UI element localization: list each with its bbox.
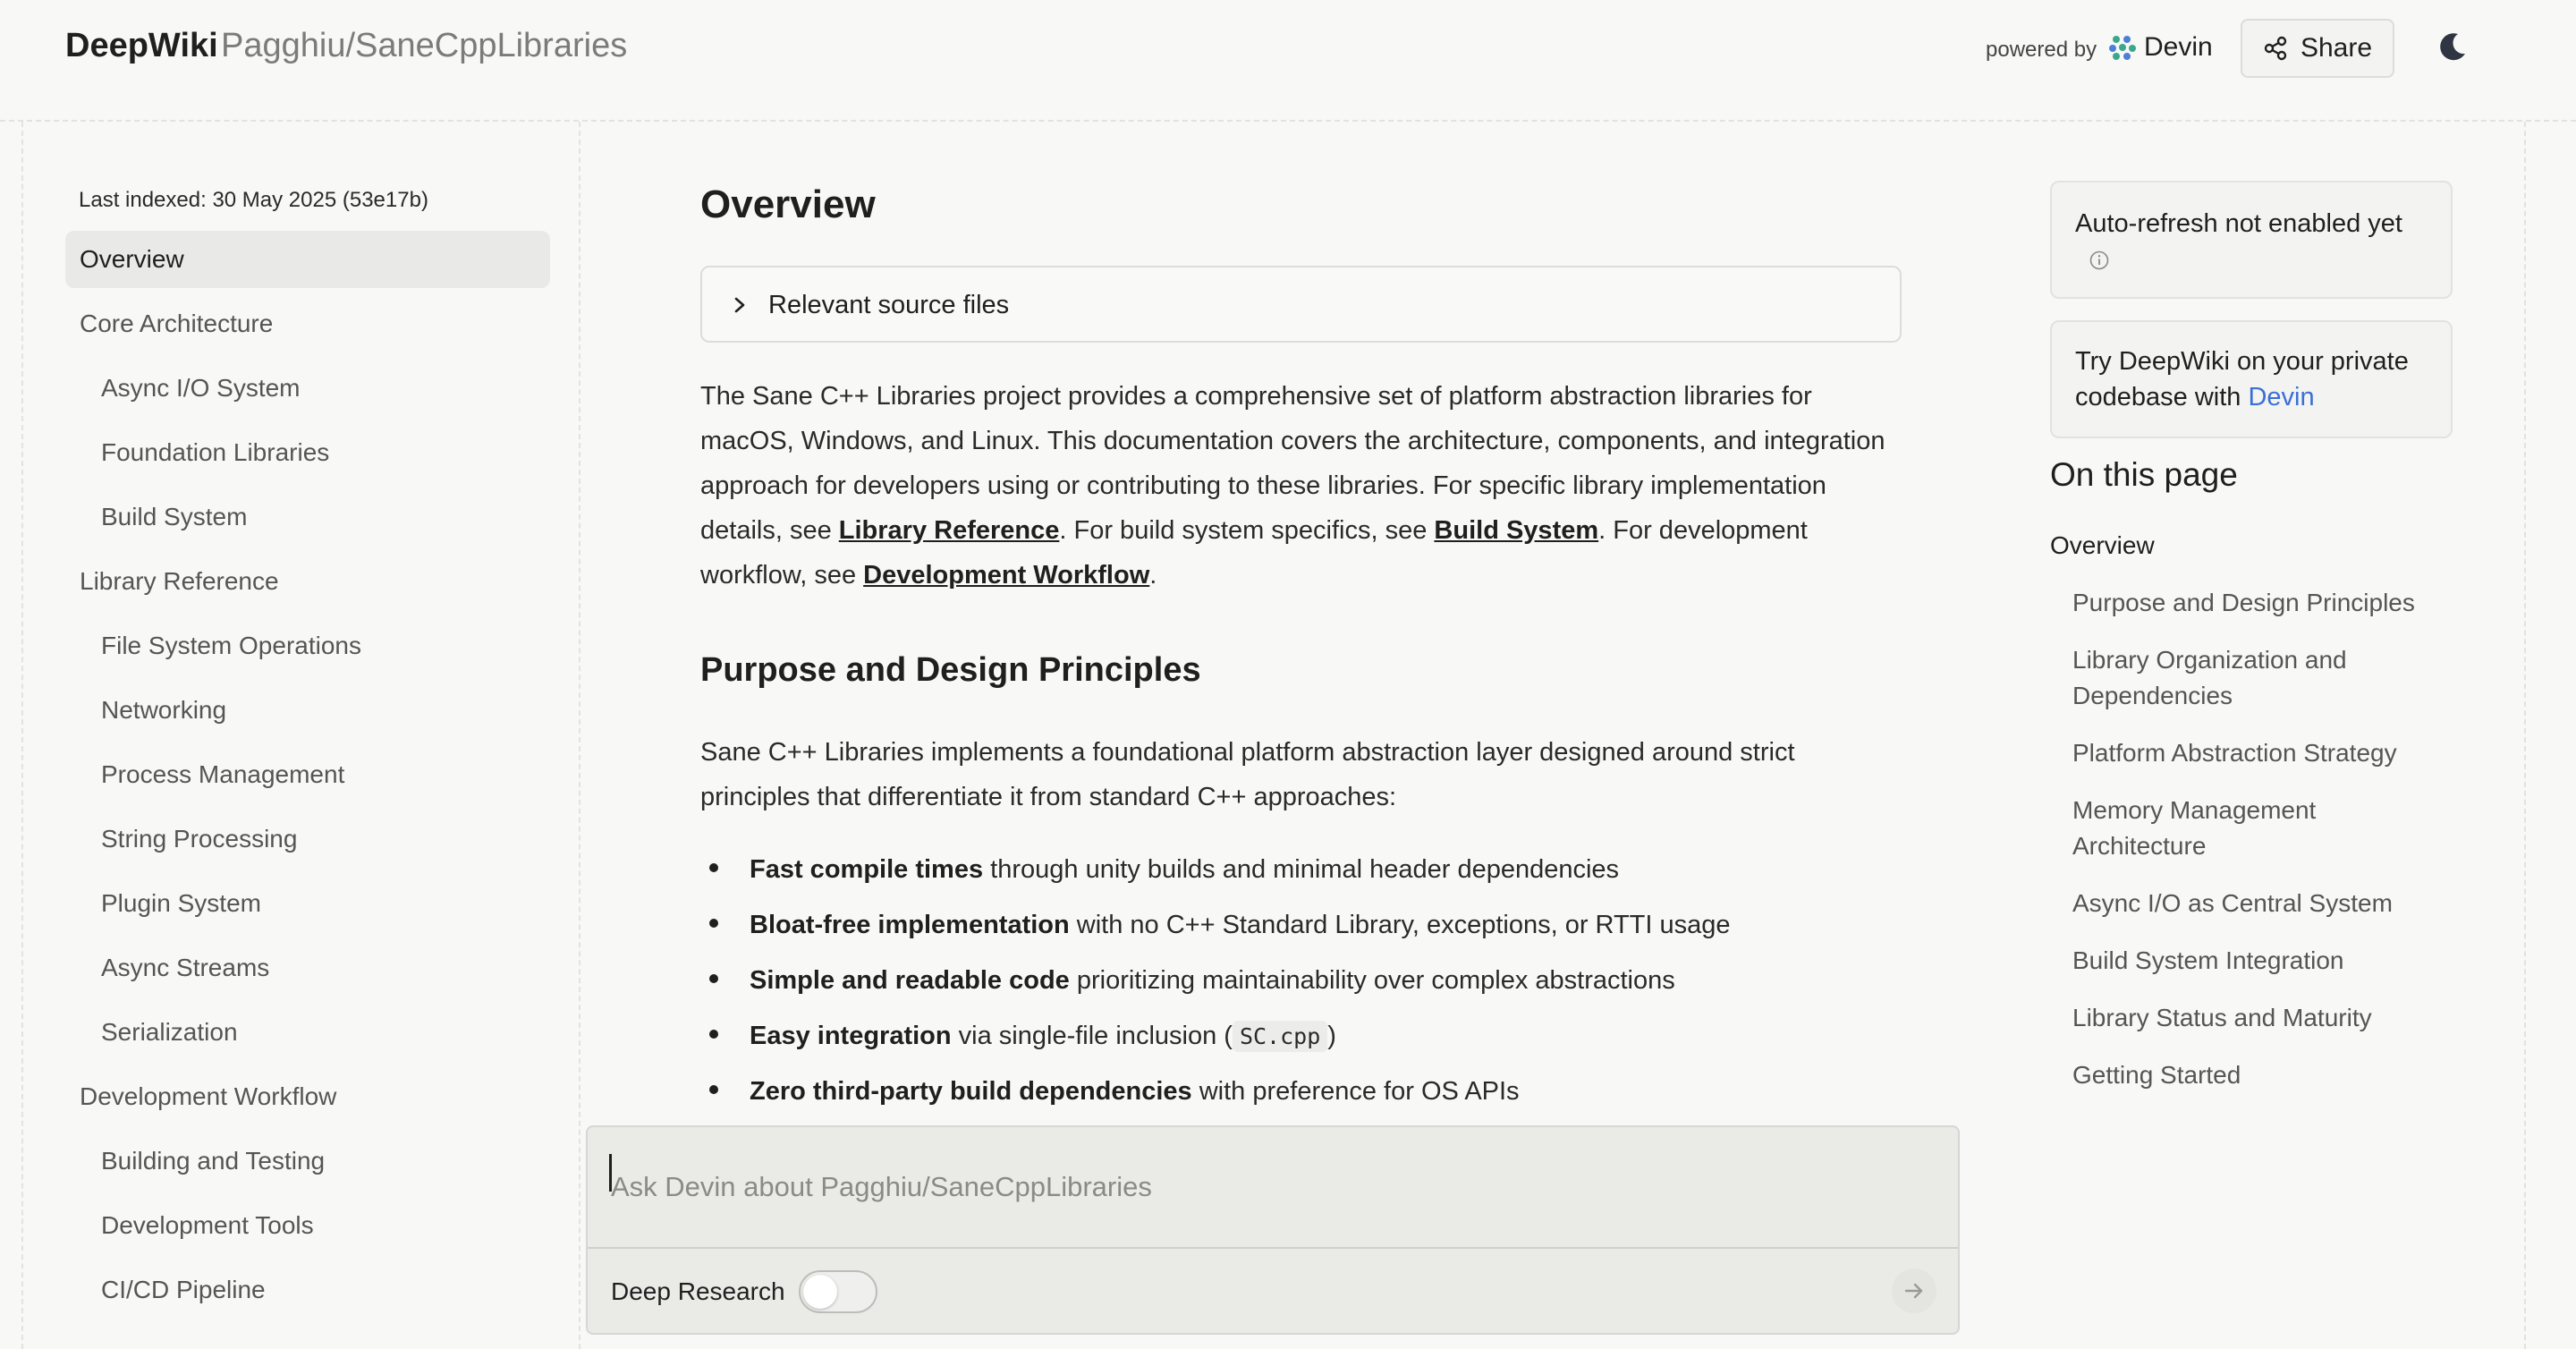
inline-code: SC.cpp bbox=[1233, 1021, 1327, 1052]
ask-devin-panel bbox=[586, 1125, 1960, 1335]
toc-item-library-status[interactable]: Library Status and Maturity bbox=[2072, 1004, 2372, 1031]
deep-research-toggle[interactable] bbox=[799, 1270, 877, 1313]
chevron-right-icon bbox=[729, 292, 750, 318]
intro-text-1: The Sane C++ Libraries project provides a comprehensive set of platform abstraction libraries for macOS, Windows, and Linux. This documentation covers the architecture, components, and integration approach for developers using or contributing to these libraries. For specific library implementation details, see bbox=[700, 382, 1885, 545]
arrow-right-icon bbox=[1902, 1278, 1927, 1303]
build-system-link[interactable]: Build System bbox=[1434, 516, 1599, 545]
repo-name[interactable]: Pagghiu/SaneCppLibraries bbox=[221, 27, 628, 64]
share-icon bbox=[2263, 36, 2288, 61]
devin-link[interactable]: Devin bbox=[2144, 32, 2213, 62]
try-deepwiki-card bbox=[2050, 320, 2453, 438]
sidebar-item-async-streams[interactable]: Async Streams bbox=[101, 954, 270, 981]
list-item: Fast compile times through unity builds and minimal header dependencies bbox=[700, 855, 1619, 885]
sidebar-item-ci-cd-pipeline[interactable]: CI/CD Pipeline bbox=[101, 1276, 266, 1303]
relevant-source-files-label: Relevant source files bbox=[768, 291, 1010, 319]
toc-item-purpose[interactable]: Purpose and Design Principles bbox=[2072, 589, 2415, 616]
sidebar-item-file-system-operations[interactable]: File System Operations bbox=[101, 632, 361, 659]
sidebar-item-development-workflow[interactable]: Development Workflow bbox=[80, 1082, 337, 1110]
ask-devin-input[interactable] bbox=[588, 1127, 1958, 1249]
frame-guide-sidebar bbox=[579, 122, 580, 1349]
development-workflow-link[interactable]: Development Workflow bbox=[863, 561, 1150, 590]
sidebar-item-process-management[interactable]: Process Management bbox=[101, 760, 345, 788]
intro-paragraph bbox=[700, 374, 1890, 598]
list-item: Bloat-free implementation with no C++ Standard Library, exceptions, or RTTI usage bbox=[700, 911, 1731, 940]
brand-logo-text[interactable]: DeepWiki bbox=[65, 27, 218, 64]
section-heading-purpose: Purpose and Design Principles bbox=[700, 651, 1201, 689]
sidebar-item-overview[interactable]: Overview bbox=[65, 231, 550, 288]
share-button[interactable] bbox=[2241, 19, 2394, 78]
sidebar-item-plugin-system[interactable]: Plugin System bbox=[101, 889, 261, 917]
frame-guide-left bbox=[21, 122, 23, 1349]
powered-by-label: powered by bbox=[1986, 38, 2097, 62]
toc-item-library-organization[interactable]: Library Organization and Dependencies bbox=[2072, 646, 2347, 709]
sidebar-item-string-processing[interactable]: String Processing bbox=[101, 825, 298, 853]
info-icon[interactable] bbox=[2089, 250, 2109, 270]
relevant-source-files-toggle[interactable] bbox=[700, 266, 1902, 343]
sidebar-item-building-and-testing[interactable]: Building and Testing bbox=[101, 1147, 326, 1175]
deep-research-label: Deep Research bbox=[611, 1277, 785, 1305]
toc-item-async-io[interactable]: Async I/O as Central System bbox=[2072, 889, 2393, 917]
last-indexed-label: Last indexed: 30 May 2025 (53e17b) bbox=[79, 188, 428, 212]
toc-title: On this page bbox=[2050, 456, 2238, 493]
list-item: Zero third-party build dependencies with preference for OS APIs bbox=[700, 1077, 1520, 1107]
intro-text-4: . bbox=[1149, 561, 1157, 590]
sidebar-item-core-architecture[interactable]: Core Architecture bbox=[80, 310, 274, 337]
share-label: Share bbox=[2300, 33, 2373, 63]
sidebar-item-serialization[interactable]: Serialization bbox=[101, 1018, 238, 1046]
auto-refresh-card bbox=[2050, 181, 2453, 299]
sidebar-item-networking[interactable]: Networking bbox=[101, 696, 227, 724]
devin-promo-link[interactable]: Devin bbox=[2248, 383, 2315, 411]
page-title: Overview bbox=[700, 182, 876, 226]
frame-guide-right bbox=[2524, 122, 2526, 1349]
toc-item-build-system-integration[interactable]: Build System Integration bbox=[2072, 946, 2344, 974]
list-item: Simple and readable code prioritizing maintainability over complex abstractions bbox=[700, 966, 1675, 996]
dark-mode-toggle-icon[interactable] bbox=[2435, 29, 2470, 64]
toc-item-platform-abstraction[interactable]: Platform Abstraction Strategy bbox=[2072, 739, 2397, 767]
devin-logo-icon[interactable] bbox=[2109, 34, 2136, 61]
sidebar-item-library-reference[interactable]: Library Reference bbox=[80, 567, 279, 595]
intro-text-3: . For development workflow, see bbox=[700, 516, 1808, 590]
toc-item-getting-started[interactable]: Getting Started bbox=[2072, 1061, 2241, 1089]
text-caret bbox=[609, 1154, 612, 1192]
toc-item-memory-management[interactable]: Memory Management Architecture bbox=[2072, 796, 2317, 860]
send-button[interactable] bbox=[1892, 1268, 1936, 1313]
intro-text-2: . For build system specifics, see bbox=[1059, 516, 1435, 545]
library-reference-link[interactable]: Library Reference bbox=[838, 516, 1060, 545]
sidebar-item-build-system[interactable]: Build System bbox=[101, 503, 248, 530]
try-deepwiki-text: Try DeepWiki on your private codebase with Devin bbox=[2075, 347, 2409, 411]
auto-refresh-label: Auto-refresh not enabled yet bbox=[2075, 209, 2402, 238]
sidebar-item-development-tools[interactable]: Development Tools bbox=[101, 1211, 314, 1239]
section-paragraph: Sane C++ Libraries implements a foundational platform abstraction layer designed around strict principles that differentiate it from standard C++ approaches: bbox=[700, 738, 1795, 811]
sidebar-item-async-io-system[interactable]: Async I/O System bbox=[101, 374, 301, 402]
top-header bbox=[0, 0, 2576, 122]
toggle-knob bbox=[803, 1275, 837, 1309]
sidebar-item-foundation-libraries[interactable]: Foundation Libraries bbox=[101, 438, 330, 466]
list-item: Easy integration via single-file inclusion ( SC.cpp ) bbox=[700, 1022, 1336, 1051]
toc-item-overview[interactable]: Overview bbox=[2050, 531, 2155, 559]
